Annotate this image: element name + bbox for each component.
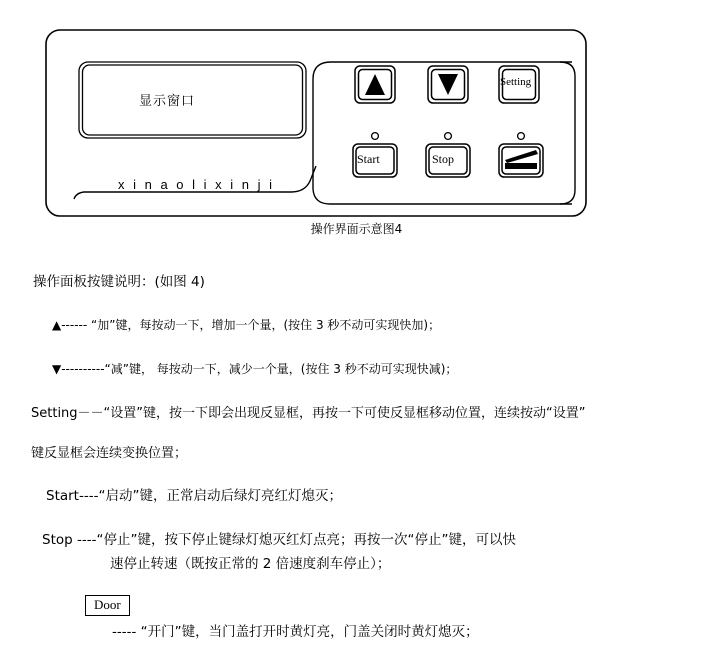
control-panel-figure (0, 0, 713, 248)
stop-button-label: Stop (432, 152, 455, 166)
setting-key-description-line2: 键反显框会连续变换位置； (31, 446, 188, 461)
door-button-label: Door (505, 162, 522, 171)
down-triangle-icon (438, 74, 458, 95)
up-key-description: ▲------ “加”键，每按动一下，增加一个量，(按住 3 秒不动可实现快加)； (52, 318, 441, 332)
stop-led-icon (445, 133, 452, 140)
start-led-icon (372, 133, 379, 140)
control-panel-drawing (0, 0, 713, 248)
door-led-icon (518, 133, 525, 140)
setting-button-label: Setting (500, 76, 532, 88)
stop-key-description-line1: Stop ----“停止”键，按下停止键绿灯熄灭红灯点亮；再按一次“停止”键，可以快 (42, 532, 516, 548)
start-key-description: Start----“启动”键，正常启动后绿灯亮红灯熄灭； (46, 488, 342, 504)
display-window-label: 显示窗口 (139, 94, 196, 109)
down-key-description: ▼----------“减”键， 每按动一下，减少一个量，(按住 3 秒不动可实现快减)； (52, 362, 458, 376)
start-button-label: Start (357, 152, 380, 166)
setting-key-description-line1: Setting－－“设置”键，按一下即会出现反显框，再按一下可使反显框移动位置，连续按动“设置” (31, 406, 586, 421)
up-triangle-icon (365, 74, 385, 95)
door-key-box: Door (85, 595, 130, 616)
stop-key-description-line2: 速停止转速（既按正常的 2 倍速度刹车停止）； (110, 556, 391, 572)
brand-text: x i n a o l i x i n j i (118, 177, 275, 192)
keypad-panel-boundary-right (560, 62, 575, 204)
figure-caption: 操作界面示意图4 (310, 222, 403, 236)
door-key-description: ----- “开门”键，当门盖打开时黄灯亮，门盖关闭时黄灯熄灭； (112, 624, 479, 640)
intro-line: 操作面板按键说明：(如图 4) (33, 274, 205, 290)
